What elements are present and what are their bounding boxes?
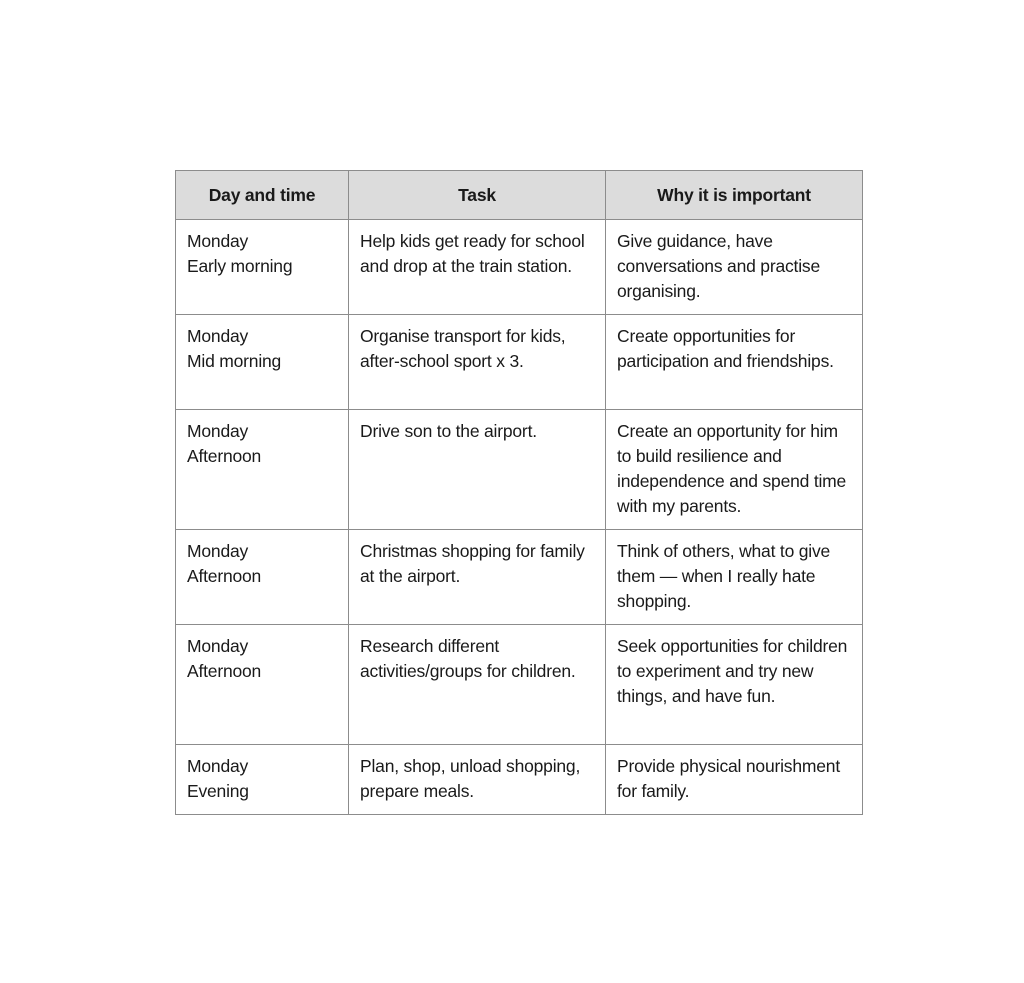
time-label: Afternoon xyxy=(187,661,262,681)
why-cell: Give guidance, have conversations and practise organising. xyxy=(606,220,863,315)
table-body xyxy=(176,220,863,815)
header-row xyxy=(176,171,863,220)
header-why-important: Why it is important xyxy=(606,171,863,220)
table-row xyxy=(176,745,863,815)
task-cell: Drive son to the airport. xyxy=(349,410,606,530)
table-row xyxy=(176,220,863,315)
table-row xyxy=(176,625,863,745)
day-label: Monday xyxy=(187,231,249,251)
time-label: Afternoon xyxy=(187,446,262,466)
task-cell: Christmas shopping for family at the airport. xyxy=(349,530,606,625)
day-label: Monday xyxy=(187,636,249,656)
day-label: Monday xyxy=(187,421,249,441)
task-cell: Help kids get ready for school and drop at the train station. xyxy=(349,220,606,315)
day-time-cell xyxy=(176,530,349,625)
why-cell: Seek opportunities for children to experiment and try new things, and have fun. xyxy=(606,625,863,745)
day-time-cell xyxy=(176,220,349,315)
day-time-cell xyxy=(176,625,349,745)
day-label: Monday xyxy=(187,541,249,561)
header-day-and-time: Day and time xyxy=(176,171,349,220)
day-label: Monday xyxy=(187,756,249,776)
time-label: Evening xyxy=(187,781,249,801)
why-cell: Create an opportunity for him to build resilience and independence and spend time with my parents. xyxy=(606,410,863,530)
why-cell: Think of others, what to give them — when I really hate shopping. xyxy=(606,530,863,625)
task-cell: Organise transport for kids, after-school sport x 3. xyxy=(349,315,606,410)
task-cell: Research different activities/groups for children. xyxy=(349,625,606,745)
why-cell: Create opportunities for participation and friendships. xyxy=(606,315,863,410)
day-label: Monday xyxy=(187,326,249,346)
time-label: Early morning xyxy=(187,256,293,276)
day-time-cell xyxy=(176,315,349,410)
day-time-cell xyxy=(176,410,349,530)
day-time-cell xyxy=(176,745,349,815)
header-task: Task xyxy=(349,171,606,220)
table-row xyxy=(176,410,863,530)
task-cell: Plan, shop, unload shopping, prepare meals. xyxy=(349,745,606,815)
schedule-table xyxy=(175,170,863,815)
time-label: Afternoon xyxy=(187,566,262,586)
why-cell: Provide physical nourishment for family. xyxy=(606,745,863,815)
table-row xyxy=(176,315,863,410)
table-header xyxy=(176,171,863,220)
table-row xyxy=(176,530,863,625)
time-label: Mid morning xyxy=(187,351,282,371)
